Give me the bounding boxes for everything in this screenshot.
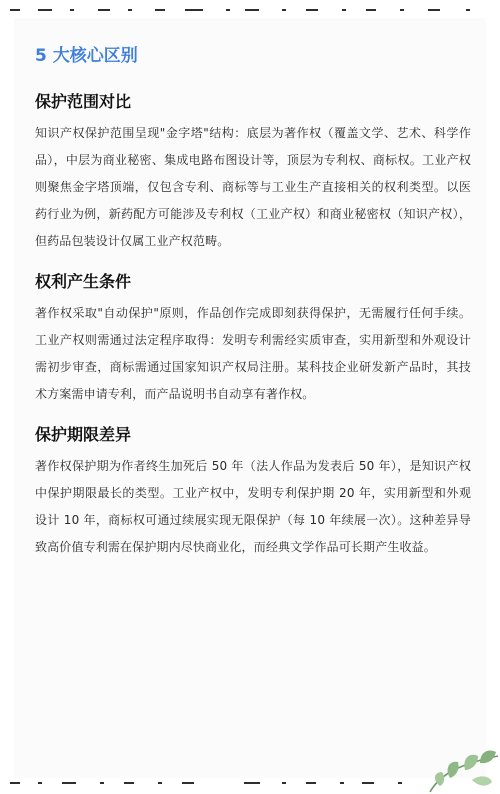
paragraph-protection-term: 著作权保护期为作者终生加死后 50 年（法人作品为发表后 50 年），是知识产权中保护期限最长的类型。工业产权中，发明专利保护期 20 年，实用新型和外观设计 10 年，商标权可通过续展实现无限保护（每 10 年续展一次）。这种差异导致高价值专利需在保护期内尽快商业化，而经典文学作品可长期产生收益。 xyxy=(35,459,471,554)
leaf-decoration-icon xyxy=(410,734,500,794)
paragraph-right-conditions: 著作权采取"自动保护"原则，作品创作完成即刻获得保护，无需履行任何手续。工业产权则需通过法定程序取得：发明专利需经实质审查，实用新型和外观设计需初步审查，商标需通过国家知识产权局注册。某科技企业研发新产品时，其技术方案需申请专利，而产品说明书自动享有著作权。 xyxy=(35,306,471,401)
heading-protection-term: 保护期限差异 xyxy=(35,425,132,444)
paragraph-protection-scope: 知识产权保护范围呈现"金字塔"结构：底层为著作权（覆盖文学、艺术、科学作品），中层为商业秘密、集成电路布图设计等，顶层为专利权、商标权。工业产权则聚焦金字塔顶端，仅包含专利、商标等与工业生产直接相关的权利类型。以医药行业为例，新药配方可能涉及专利权（工业产权）和商业秘密权（知识产权），但药品包装设计仅属工业产权范畴。 xyxy=(35,126,471,248)
top-dashed-border xyxy=(0,6,500,14)
heading-right-conditions: 权利产生条件 xyxy=(35,272,132,291)
section-title: 5 大核心区别 xyxy=(35,46,138,66)
article-content xyxy=(35,44,471,576)
heading-protection-scope: 保护范围对比 xyxy=(35,92,132,111)
